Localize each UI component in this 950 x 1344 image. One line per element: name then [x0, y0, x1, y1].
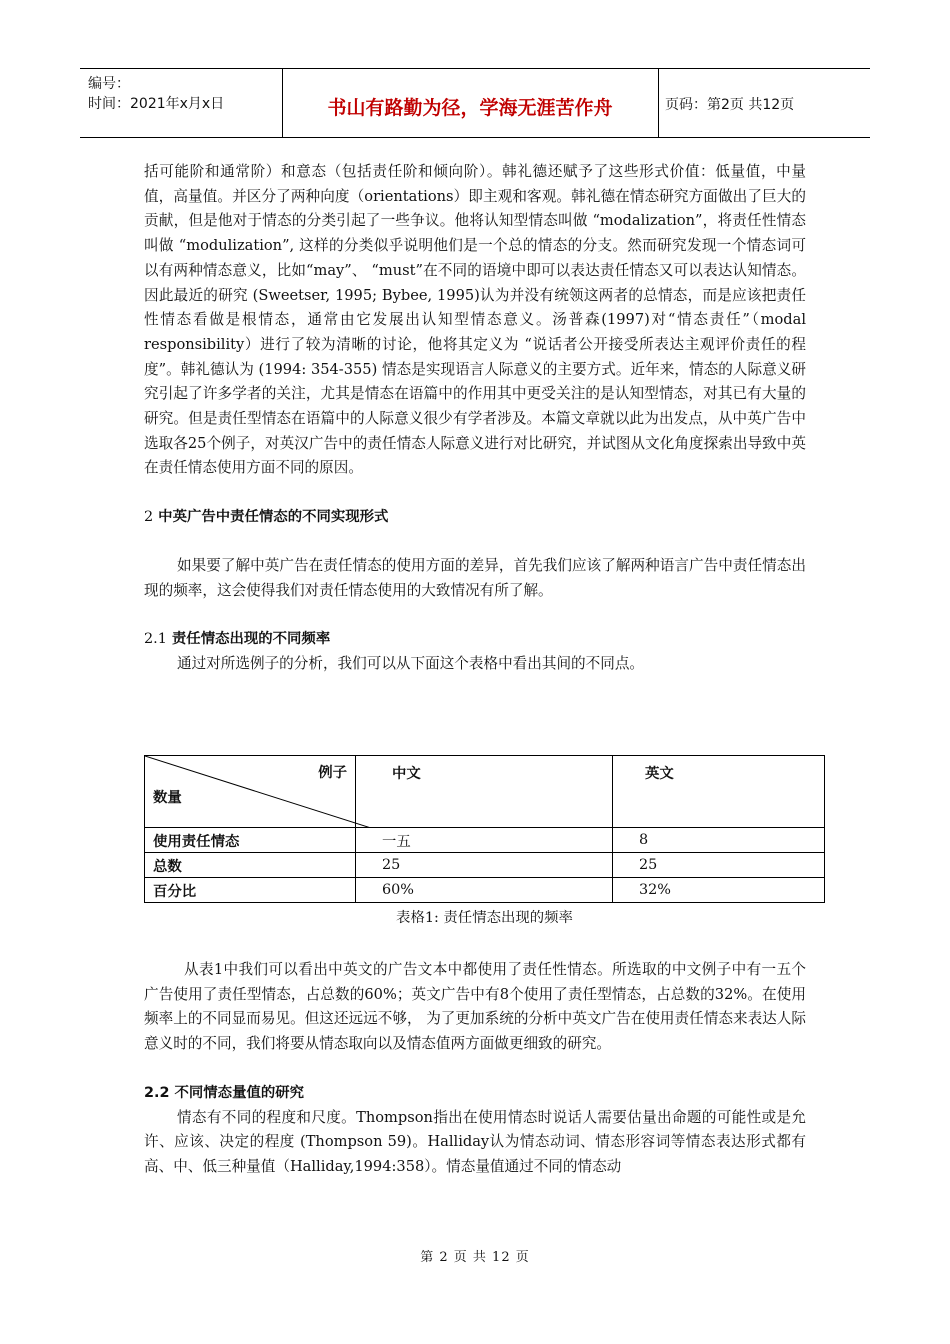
row-label: 使用责任情态	[145, 828, 356, 853]
cell-chinese: 60%	[356, 878, 613, 903]
paragraph-section-2-2: 情态有不同的程度和尺度。Thompson指出在使用情态时说话人需要估量出命题的可能性或是允许、应该、决定的程度 (Thompson 59)。Halliday认为情态动词、情态形容词等情态表达形式都有高、中、低三种量值（Halliday,1994:358）。情态量值通过不同的情态动	[144, 1108, 806, 1175]
document-number-label: 编号：	[88, 76, 130, 92]
header-motto-cell	[282, 69, 659, 137]
column-header-english: 英文	[613, 756, 825, 828]
page-footer: 第 2 页 共 12 页	[420, 1250, 530, 1265]
header-page-info: 页码：第2页 共12页	[665, 97, 795, 113]
column-header-chinese: 中文	[356, 756, 613, 828]
section-2-title: 中英广告中责任情态的不同实现形式	[158, 509, 389, 526]
table-header-row	[145, 756, 825, 828]
cell-chinese: 一五	[356, 828, 613, 853]
page-header	[80, 68, 870, 138]
paragraph-intro: 括可能阶和通常阶）和意态（包括责任阶和倾向阶）。韩礼德还赋予了这些形式价值：低量值，中量值，高量值。并区分了两种向度（orientations）即主观和客观。韩礼德在情态研究方面做出了巨大的贡献，但是他对于情态的分类引起了一些争议。他将认知型情态叫做 “modalization”，将责任性情态叫做 “modulization”, 这样的分类似乎说明他们是一个总的情态的分支。然而研究发现一个情态词可以有两种情态意义，比如“may”、 “must”在不同的语境中即可以表达责任情态又可以表达认知情态。因此最近的研究 (Sweetser, 1995; Bybee, 1995)认为并没有统领这两者的总情态，而是应该把责任性情态看做是根情态，通常由它发展出认知型情态意义。汤普森(1997)对“情态责任”（modal responsibility）进行了较为清晰的讨论，他将其定义为 “说话者公开接受所表达主观评价责任的程度”。韩礼德认为 (1994: 354-355) 情态是实现语言人际意义的主要方式。近年来，情态的人际意义研究引起了许多学者的关注，尤其是情态在语篇中的作用其中更受关注的是认知型情态，对其已有大量的研究。但是责任型情态在语篇中的人际意义很少有学者涉及。本篇文章就以此为出发点，从中英广告中选取各25个例子，对英汉广告中的责任情态人际意义进行对比研究，并试图从文化角度探索出导致中英在责任情态使用方面不同的原因。	[144, 163, 806, 477]
paragraph-table-intro: 通过对所选例子的分析，我们可以从下面这个表格中看出其间的不同点。	[177, 654, 645, 672]
document-body	[144, 160, 806, 677]
cell-english: 32%	[613, 878, 825, 903]
diagonal-header-top: 例子	[318, 765, 347, 781]
section-2-heading	[144, 505, 806, 530]
header-motto: 书山有路勤为径，学海无涯苦作舟	[327, 97, 613, 119]
table-row	[145, 828, 825, 853]
table-row	[145, 853, 825, 878]
cell-chinese: 25	[356, 853, 613, 878]
cell-english: 25	[613, 853, 825, 878]
row-label: 百分比	[145, 878, 356, 903]
section-2-1-number: 2.1	[144, 631, 167, 648]
cell-english: 8	[613, 828, 825, 853]
section-2-1-title: 责任情态出现的不同频率	[171, 631, 331, 648]
document-time-label: 时间：2021年x月x日	[88, 96, 225, 112]
table-diagonal-header	[145, 756, 356, 828]
section-2-number: 2	[144, 509, 154, 526]
header-page-cell	[659, 69, 870, 137]
section-2-1-heading	[144, 627, 806, 652]
frequency-table	[144, 755, 825, 903]
document-body-continued	[144, 958, 806, 1180]
table-caption: 表格1: 责任情态出现的频率	[396, 910, 573, 926]
table-row	[145, 878, 825, 903]
paragraph-table-analysis: 从表1中我们可以看出中英文的广告文本中都使用了责任性情态。所选取的中文例子中有一五个广告使用了责任型情态，占总数的60%；英文广告中有8个使用了责任型情态，占总数的32%。在使用频率上的不同显而易见。但这还远远不够， 为了更加系统的分析中英文广告在使用责任情态来表达人际意义时的不同，我们将要从情态取向以及情态值两方面做更细致的研究。	[144, 961, 806, 1053]
diagonal-header-bottom: 数量	[153, 790, 182, 806]
row-label: 总数	[145, 853, 356, 878]
paragraph-section-2: 如果要了解中英广告在责任情态的使用方面的差异，首先我们应该了解两种语言广告中责任情态出现的频率，这会使得我们对责任情态使用的大致情况有所了解。	[144, 556, 806, 599]
header-meta-cell	[80, 69, 283, 137]
section-2-2-heading: 2.2 不同情态量值的研究	[144, 1084, 305, 1101]
